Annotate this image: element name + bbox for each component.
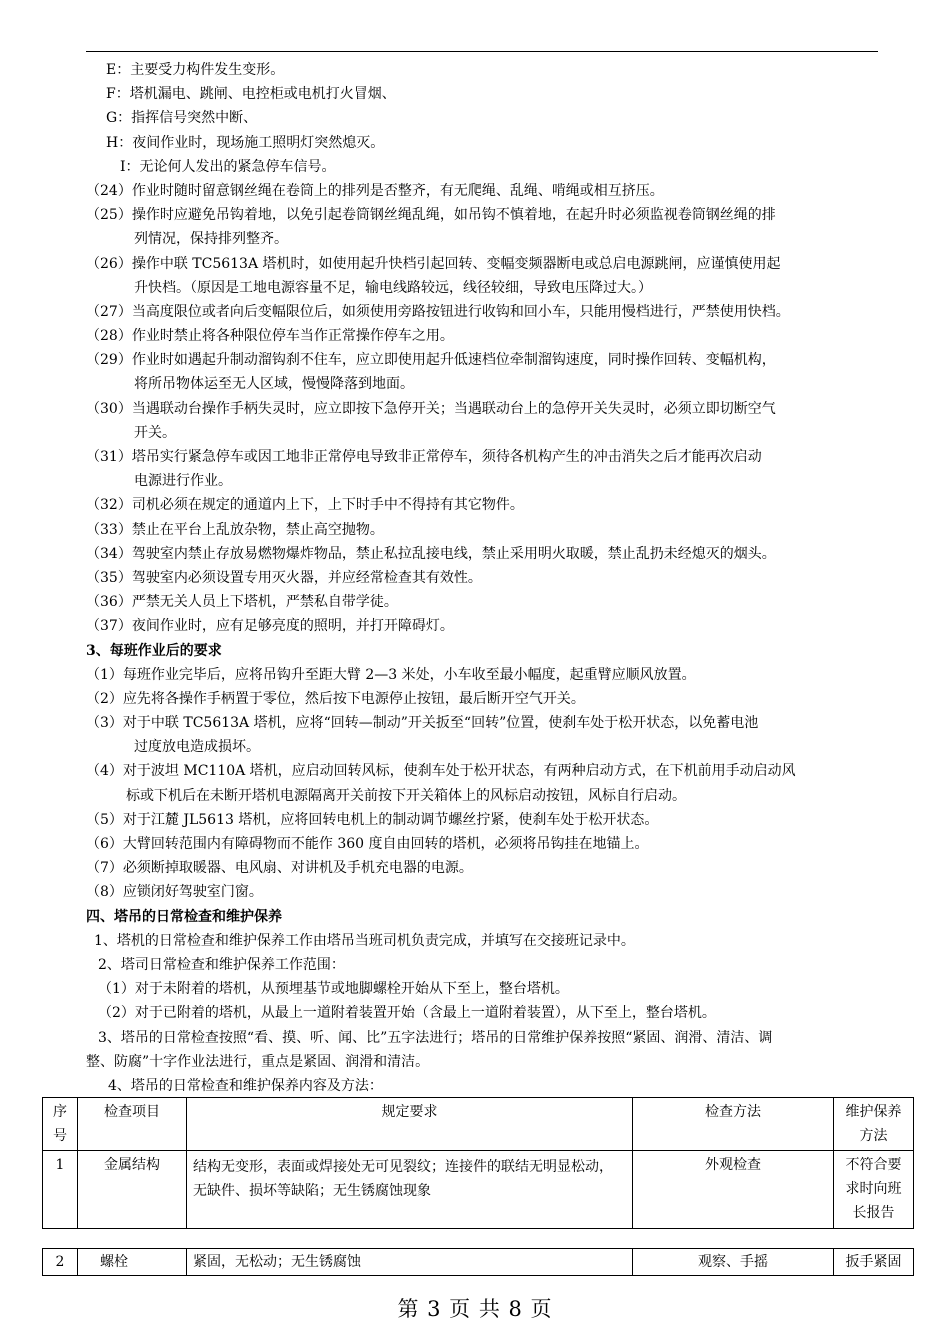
text-line: （24）作业时随时留意钢丝绳在卷筒上的排列是否整齐，有无爬绳、乱绳、啃绳或相互挤压。: [86, 182, 664, 199]
text-line: （36）严禁无关人员上下塔机，严禁私自带学徒。: [86, 594, 398, 611]
text-line: 电源进行作业。: [134, 473, 232, 490]
header-rule: [86, 51, 878, 52]
table-header-row: [43, 1098, 914, 1151]
table-cell: 扳手紧固: [834, 1249, 914, 1276]
text-line: I：无论何人发出的紧急停车信号。: [120, 158, 336, 175]
header-cell: 检查方法: [633, 1098, 834, 1151]
text-line: （29）作业时如遇起升制动溜钩刹不住车，应立即使用起升低速档位牵制溜钩速度，同时操作回转、变幅机构，: [86, 352, 776, 369]
text-line: F：塔机漏电、跳闸、电控柜或电机打火冒烟、: [106, 86, 396, 103]
text-line: （33）禁止在平台上乱放杂物，禁止高空抛物。: [86, 521, 384, 538]
text-line: （1）每班作业完毕后，应将吊钩升至距大臂 2—3 米处，小车收至最小幅度，起重臂应顺风放置。: [86, 666, 696, 683]
text-line: 过度放电造成损坏。: [134, 739, 260, 756]
table-cell: 结构无变形，表面或焊接处无可见裂纹；连接件的联结无明显松动，无缺件、损坏等缺陷；无生锈腐蚀现象: [187, 1151, 633, 1229]
text-line: 2、塔司日常检查和维护保养工作范围：: [98, 956, 345, 973]
header-cell: 检查项目: [78, 1098, 187, 1151]
text-line: （25）操作时应避免吊钩着地，以免引起卷筒钢丝绳乱绳，如吊钩不慎着地，在起升时必须监视卷筒钢丝绳的排: [86, 207, 776, 224]
text-line: 3、塔吊的日常检查按照“看、摸、听、闻、比”五字法进行；塔吊的日常维护保养按照“紧固、润滑、清洁、调: [98, 1029, 773, 1046]
text-line: 标或下机后在未断开塔机电源隔离开关前按下开关箱体上的风标启动按钮，风标自行启动。: [126, 787, 686, 804]
text-line: （7）必须断掉取暖器、电风扇、对讲机及手机充电器的电源。: [86, 860, 473, 877]
table-cell: 紧固，无松动；无生锈腐蚀: [187, 1249, 633, 1276]
text-line: （32）司机必须在规定的通道内上下，上下时手中不得持有其它物件。: [86, 497, 524, 514]
table-cell: 外观检查: [633, 1151, 834, 1229]
page-footer: 第 3 页 共 8 页: [397, 1297, 553, 1321]
table-cell: 螺栓: [78, 1249, 187, 1276]
text-line: 开关。: [134, 424, 176, 441]
table-row: [43, 1249, 914, 1276]
text-line: 1、塔机的日常检查和维护保养工作由塔吊当班司机负责完成，并填写在交接班记录中。: [94, 932, 635, 949]
text-line: 升快档。（原因是工地电源容量不足，输电线路较远，线径较细，导致电压降过大。）: [134, 279, 652, 296]
text-line: （2）应先将各操作手柄置于零位，然后按下电源停止按钮，最后断开空气开关。: [86, 690, 585, 707]
section-heading: 3、每班作业后的要求: [86, 642, 222, 659]
text-line: H：夜间作业时，现场施工照明灯突然熄灭。: [106, 134, 385, 151]
header-cell: 规定要求: [187, 1098, 633, 1151]
section-heading: 四、塔吊的日常检查和维护保养: [86, 908, 282, 925]
table-cell: 不符合要求时向班长报告: [834, 1151, 914, 1229]
text-line: （35）驾驶室内必须设置专用灭火器，并应经常检查其有效性。: [86, 569, 482, 586]
text-line: G：指挥信号突然中断、: [106, 110, 258, 127]
text-line: （30）当遇联动台操作手柄失灵时，应立即按下急停开关；当遇联动台上的急停开关失灵时，必须立即切断空气: [86, 400, 776, 417]
text-line: （5）对于江麓 JL5613 塔机，应将回转电机上的制动调节螺丝拧紧，使刹车处于松开状态。: [86, 811, 659, 828]
text-line: （2）对于已附着的塔机，从最上一道附着装置开始（含最上一道附着装置），从下至上，整台塔机。: [98, 1005, 716, 1022]
header-cell: 序号: [43, 1098, 78, 1151]
text-line: （37）夜间作业时，应有足够亮度的照明，并打开障碍灯。: [86, 618, 454, 635]
table-cell: 2: [43, 1249, 78, 1276]
text-line: 将所吊物体运至无人区域，慢慢降落到地面。: [134, 376, 414, 393]
text-line: 列情况，保持排列整齐。: [134, 231, 288, 248]
text-line: （6）大臂回转范围内有障碍物而不能作 360 度自由回转的塔机，必须将吊钩挂在地锚上。: [86, 836, 649, 852]
inspection-table-continued: [42, 1248, 914, 1276]
table-cell: 金属结构: [78, 1151, 187, 1229]
text-line: （4）对于波坦 MC110A 塔机，应启动回转风标，使刹车处于松开状态，有两种启动方式，在下机前用手动启动风: [86, 763, 796, 780]
table-row: [43, 1151, 914, 1229]
text-line: （34）驾驶室内禁止存放易燃物爆炸物品，禁止私拉乱接电线，禁止采用明火取暖，禁止乱扔未经熄灭的烟头。: [86, 545, 776, 562]
text-line: （31）塔吊实行紧急停车或因工地非正常停电导致非正常停车，须待各机构产生的冲击消失之后才能再次启动: [86, 449, 762, 465]
text-line: 4、塔吊的日常检查和维护保养内容及方法：: [108, 1077, 383, 1094]
text-line: （26）操作中联 TC5613A 塔机时，如使用起升快档引起回转、变幅变频器断电或总启电源跳闸，应谨慎使用起: [86, 255, 781, 272]
text-line: （27）当高度限位或者向后变幅限位后，如须使用旁路按钮进行收钩和回小车，只能用慢档进行，严禁使用快档。: [86, 303, 790, 320]
text-line: （8）应锁闭好驾驶室门窗。: [86, 884, 263, 901]
table-cell: 观察、手摇: [633, 1249, 834, 1276]
table-cell: 1: [43, 1151, 78, 1229]
text-line: E：主要受力构件发生变形。: [106, 62, 285, 78]
text-line: （1）对于未附着的塔机，从预埋基节或地脚螺栓开始从下至上，整台塔机。: [98, 981, 569, 998]
header-cell: 维护保养方法: [834, 1098, 914, 1151]
inspection-table: [42, 1097, 914, 1229]
text-line: （3）对于中联 TC5613A 塔机，应将“回转—制动”开关扳至“回转”位置，使刹车处于松开状态，以免蓄电池: [86, 715, 759, 732]
document-body: [86, 58, 886, 1098]
text-line: （28）作业时禁止将各种限位停车当作正常操作停车之用。: [86, 328, 454, 345]
text-line: 整、防腐”十字作业法进行，重点是紧固、润滑和清洁。: [86, 1053, 430, 1070]
